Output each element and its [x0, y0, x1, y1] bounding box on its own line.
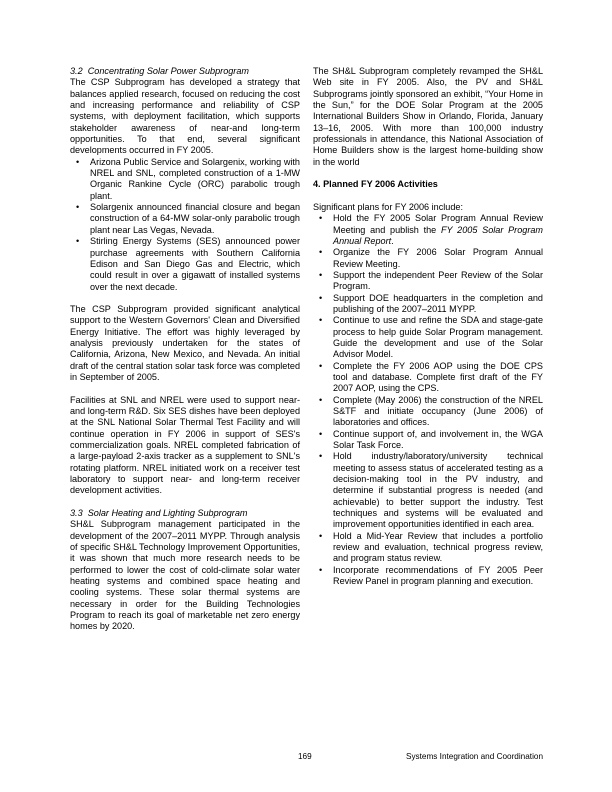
bullet-dot-icon: • [319, 564, 323, 575]
heading-section-3-2 [70, 66, 300, 77]
paragraph-spacer [313, 168, 543, 179]
heading-3-2-number: 3.2 [70, 66, 83, 76]
bullet-list-fy2006-plans [313, 213, 543, 587]
bullet-list-csp-developments [70, 157, 300, 293]
list-item [313, 429, 543, 452]
left-column [70, 66, 300, 716]
paragraph-shl-website: The SH&L Subprogram completely revamped the SH&L Web site in FY 2005. Also, the PV and SH&L Subprograms jointly sponsored an exhibit, “Your Home in the Sun,” for the DOE Solar Program at the 2005 International Builders Show in Orlando, Florida, January 13–16, 2005. With more than 100,000 industry professionals in attendance, this National Association of Home Builders show is the largest home-building show in the world [313, 66, 543, 167]
bullet-dot-icon: • [319, 213, 323, 224]
bullet-dot-icon: • [319, 247, 323, 258]
bullet-dot-icon: • [319, 360, 323, 371]
right-column [313, 66, 543, 716]
bullet-dot-icon: • [319, 428, 323, 439]
heading-3-3-title: Solar Heating and Lighting Subprogram [87, 507, 248, 518]
bullet-dot-icon: • [76, 156, 80, 167]
list-item [70, 236, 300, 293]
bullet-text: Complete the FY 2006 AOP using the DOE CPS tool and database. Complete first draft of the FY 2007 AOP, using the CPS. [333, 360, 543, 394]
bullet-text: Stirling Energy Systems (SES) announced power purchase agreements with Southern California Edison and San Diego Gas and Electric, which could result in over a gigawatt of installed systems over the next decade. [90, 236, 300, 292]
bullet-dot-icon: • [76, 202, 80, 213]
paragraph-spacer [70, 383, 300, 394]
list-item [313, 315, 543, 360]
bullet-dot-icon: • [76, 236, 80, 247]
paragraph-spacer [70, 497, 300, 508]
page-number: 169 [298, 752, 312, 761]
bullet-dot-icon: • [319, 451, 323, 462]
bullet-text: Incorporate recommendations of FY 2005 Peer Review Panel in program planning and execution. [333, 564, 543, 587]
list-item [313, 247, 543, 270]
bullet-text-after: . [391, 235, 394, 246]
section-4-lead-in: Significant plans for FY 2006 include: [313, 201, 463, 212]
paragraph-csp-analysis: The CSP Subprogram provided significant analytical support to the Western Governors' Clean and Diversified Energy Initiative. The effort was highly leveraged by analysis previously undertaken for the states of California, Arizona, New Mexico, and Nevada. An initial draft of the central station solar task force was completed in September of 2005. [70, 304, 300, 383]
list-item [313, 395, 543, 429]
bullet-text: Arizona Public Service and Solargenix, working with NREL and SNL, completed construction of a 1-MW Organic Rankine Cycle (ORC) parabolic trough plant. [90, 156, 300, 201]
bullet-text: Complete (May 2006) the construction of the NREL S&TF and initiate occupancy (June 2006) of laboratories and offices. [333, 394, 543, 428]
bullet-dot-icon: • [319, 530, 323, 541]
bullet-text: Solargenix announced financial closure and began construction of a 64-MW solar-only parabolic trough plant near Las Vegas, Nevada. [90, 202, 300, 235]
bullet-text: Organize the FY 2006 Solar Program Annual Review Meeting. [333, 247, 543, 269]
bullet-dot-icon: • [319, 269, 323, 280]
heading-3-3-number: 3.3 [70, 507, 83, 518]
paragraph-spacer [70, 293, 300, 304]
bullet-text-italic: FY 2005 Solar Program Annual Report [333, 224, 543, 246]
footer-title: Systems Integration and Coordination [406, 752, 543, 761]
bullet-text [333, 213, 543, 247]
two-column-body [70, 66, 543, 716]
list-item [313, 213, 543, 247]
heading-section-3-3 [70, 508, 300, 519]
list-item [313, 565, 543, 588]
list-item [313, 531, 543, 565]
bullet-text: Continue support of, and involvement in, the WGA Solar Task Force. [333, 428, 543, 451]
bullet-text: Hold industry/laboratory/university technical meeting to assess status of accelerated testing as a decision-making tool in the PV industry, and determine if substantial progress is needed (and achievable) to better support the industry. Test techniques and systems will be evaluated and improvement opportunities identified in each area. [333, 451, 543, 530]
list-item [313, 451, 543, 530]
bullet-text-before: Hold the FY 2005 Solar Program Annual Review Meeting and publish the [333, 213, 543, 235]
heading-spacer [313, 191, 543, 202]
list-item [70, 157, 300, 202]
bullet-text: Hold a Mid-Year Review that includes a portfolio review and evaluation, technical progress review, and program status review. [333, 530, 543, 564]
heading-3-2-title: Concentrating Solar Power Subprogram [87, 66, 249, 76]
list-item [313, 293, 543, 316]
list-item [313, 361, 543, 395]
bullet-text: Continue to use and refine the SDA and stage-gate process to help guide Solar Program management. Guide the development and use of the Solar Advisor Model. [333, 315, 543, 360]
bullet-dot-icon: • [319, 292, 323, 303]
paragraph-csp-intro: The CSP Subprogram has developed a strategy that balances applied research, focused on reducing the cost and increasing performance and reliability of CSP systems, with deployment facilitation, which supports stakeholder awareness of near-and long-term opportunities. To that end, several significant developments occurred in FY 2005. [70, 77, 300, 156]
bullet-text: Support DOE headquarters in the completion and publishing of the 2007–2011 MYPP. [333, 292, 543, 314]
list-item [70, 202, 300, 236]
bullet-dot-icon: • [319, 315, 323, 326]
list-item [313, 270, 543, 293]
bullet-dot-icon: • [319, 394, 323, 405]
bullet-text: Support the independent Peer Review of the Solar Program. [333, 269, 543, 292]
paragraph-shl-intro: SH&L Subprogram management participated in the development of the 2007–2011 MYPP. Through analysis of specific SH&L Technology Improvement Opportunities, it was shown that much more research needs to be performed to lower the cost of cold-climate solar water heating systems and combined space heating and cooling systems. These solar thermal systems are necessary in order for the Building Technologies Program to reach its goal of marketable net zero energy homes by 2020. [70, 519, 300, 632]
heading-section-4: 4. Planned FY 2006 Activities [313, 179, 438, 190]
paragraph-csp-facilities: Facilities at SNL and NREL were used to support near- and long-term R&D. Six SES dishes have been deployed at the SNL National Solar Thermal Test Facility and will continue operation in FY 2006 in support of SES's commercialization goals. NREL completed fabrication of a large-payload 2-axis tracker as a supplement to SNL's rotating platform. NREL initiated work on a receiver test laboratory to support near- and long-term receiver development activities. [70, 394, 300, 496]
